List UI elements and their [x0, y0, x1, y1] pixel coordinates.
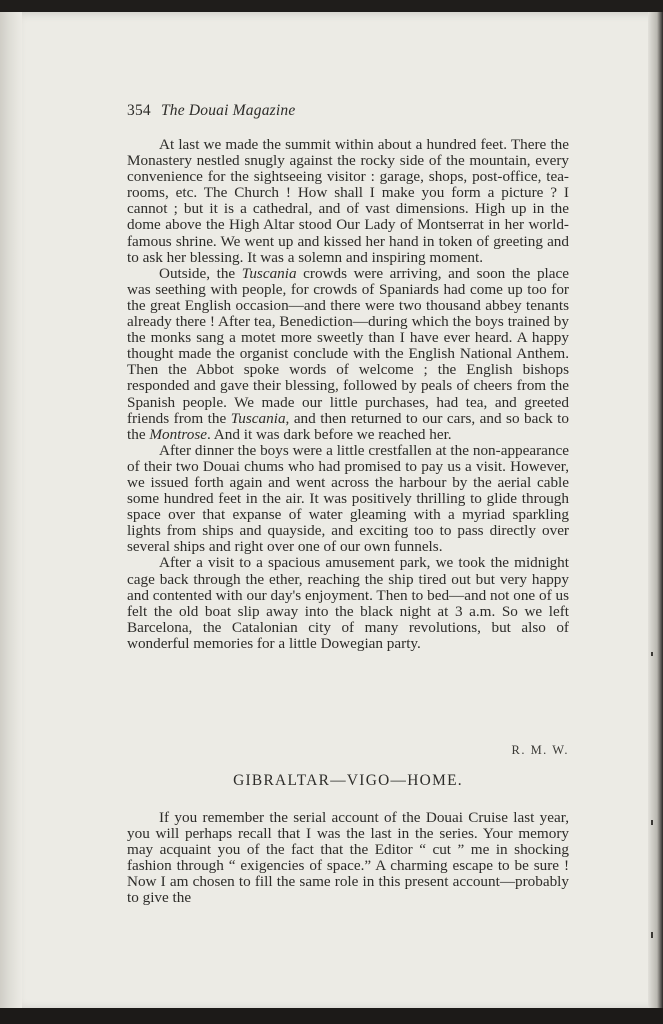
ship-name: Montrose [149, 425, 208, 443]
section-heading: GIBRALTAR—VIGO—HOME. [233, 772, 463, 789]
scan-mark [651, 652, 653, 656]
page-gutter [0, 12, 22, 1010]
ship-name: Tuscania [230, 409, 286, 427]
ship-name: Tuscania [241, 264, 297, 282]
paragraph: At last we made the summit within about a hundred feet. There the Monastery nestled snugly against the rocky side of the mountain, every convenience for the sightseeing visitor : garage, shops, post-office, tea-rooms, etc. The Church ! How shall I make you form a picture ? I cannot ; but it is a cathedral, and of vast dimensions. High up in the dome above the High Altar stood Our Lady of Montserrat in her world-famous shrine. We went up and kissed her hand in token of greeting and to ask her blessing. It was a solemn and inspiring moment. [127, 136, 569, 266]
paragraph: Outside, the Tuscania crowds were arriving, and soon the place was seething with people, for crowds of Spaniards had come up too for the great English occasion—and there were two thousand abbey tenants already there ! After tea, Benediction—during which the boys trained by the monks sang a motet more sweetly than I have ever heard. A happy thought made the organist conclude with the English National Anthem. Then the Abbot spoke words of welcome ; the English bishops responded and gave their blessing, followed by peals of cheers from the Spanish people. We made our little purchases, had tea, and greeted friends from the Tuscania, and then returned to our cars, and so back to the Montrose. And it was dark before we reached her. [127, 264, 569, 443]
magazine-title: The Douai Magazine [160, 102, 296, 119]
running-header [127, 102, 295, 120]
author-initials: R. M. W. [511, 743, 569, 757]
page-edge [648, 12, 663, 1012]
paragraph: After a visit to a spacious amusement park, we took the midnight cage back through the ether, reaching the ship tired out but very happy and contented with our day's enjoyment. Then to bed—and not one of us felt the old boat slip away into the black night at 3 a.m. So we left Barcelona, the Catalonian city of many revolutions, but also of wonderful memories for a little Dowegian party. [127, 554, 569, 652]
article-body [127, 137, 569, 652]
scan-mark [651, 820, 653, 825]
paragraph: If you remember the serial account of the Douai Cruise last year, you will perhaps recall that I was the last in the series. Your memory may acquaint you of the fact that the Editor “ cut ” me in shocking fashion through “ exigencies of space.” A charming escape to be sure ! Now I am chosen to fill the same role in this present account—probably to give the [127, 809, 569, 907]
scan-border-top [0, 0, 663, 12]
scan-mark [651, 932, 653, 938]
scan-border-bottom [0, 1008, 663, 1024]
section-body [127, 810, 569, 907]
paragraph: After dinner the boys were a little crestfallen at the non-appearance of their two Douai chums who had promised to pay us a visit. However, we issued forth again and went across the harbour by the aerial cable some hundred feet in the air. It was positively thrilling to glide through space over that expanse of water gleaming with a myriad sparkling lights from ships and quayside, and exciting too to pass directly over several ships and right over one of our own funnels. [127, 441, 569, 556]
page-number: 354 [127, 102, 151, 119]
